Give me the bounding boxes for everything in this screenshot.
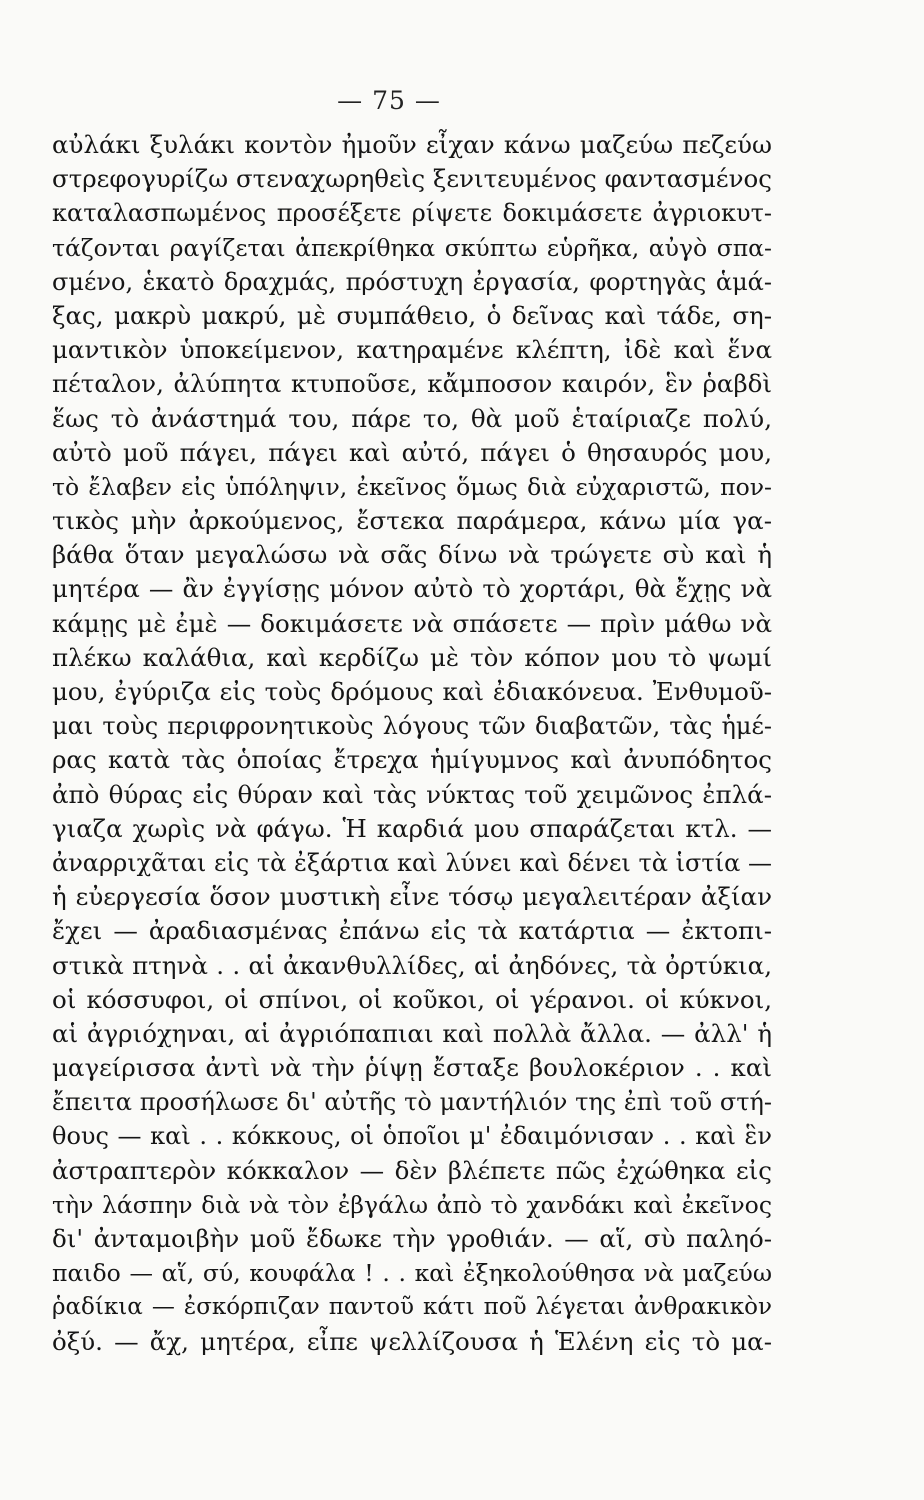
text-line: ρας κατὰ τὰς ὁποίας ἔτρεχα ἡμίγυμνος καὶ ἀνυπόδητος	[52, 745, 772, 775]
text-line: τάζονται ραγίζεται ἀπεκρίθηκα σκύπτω εὑρῆκα, αὐγὸ σπα-	[52, 233, 772, 262]
text-line: τὸ ἔλαβεν εἰς ὑπόληψιν, ἐκεῖνος ὅμως διὰ εὐχαριστῶ, πον-	[52, 472, 772, 501]
text-line: μου, ἐγύριζα εἰς τοὺς δρόμους καὶ ἐδιακόνευα. Ἐνθυμοῦ-	[52, 677, 772, 706]
text-line: παιδο — αἵ, σύ, κουφάλα ! . . καὶ ἐξηκολούθησα νὰ μαζεύω	[52, 1259, 772, 1288]
text-line: ξας, μακρὺ μακρύ, μὲ συμπάθειο, ὁ δεῖνας καὶ τάδε, ση-	[52, 300, 772, 330]
text-line: ἀναρριχᾶται εἰς τὰ ἐξάρτια καὶ λύνει καὶ δένει τὰ ἱστία —	[52, 848, 772, 877]
text-line: ὀξύ. — ἄχ, μητέρα, εἶπε ψελλίζουσα ἡ Ἑλένη εἰς τὸ μα-	[52, 1326, 772, 1356]
text-line: τὴν λάσπην διὰ νὰ τὸν ἐβγάλω ἀπὸ τὸ χανδάκι καὶ ἐκεῖνος	[52, 1190, 772, 1219]
text-line: βάθα ὅταν μεγαλώσω νὰ σᾶς δίνω νὰ τρώγετε σὺ καὶ ἡ	[52, 540, 772, 570]
text-line: μαγείρισσα ἀντὶ νὰ τὴν ῥίψῃ ἔσταξε βουλοκέριον . . καὶ	[52, 1053, 772, 1083]
text-line: θους — καὶ . . κόκκους, οἱ ὁποῖοι μ' ἐδαιμόνισαν . . καὶ ἓν	[52, 1122, 772, 1151]
text-line: ἔπειτα προσήλωσε δι' αὐτῆς τὸ μαντήλιόν της ἐπὶ τοῦ στή-	[52, 1088, 772, 1117]
text-line: οἱ κόσσυφοι, οἱ σπίνοι, οἱ κοῦκοι, οἱ γέρανοι. οἱ κύκνοι,	[52, 984, 772, 1014]
text-line: ἡ εὐεργεσία ὅσον μυστικὴ εἶνε τόσῳ μεγαλειτέραν ἀξίαν	[52, 882, 772, 912]
text-line: μαντικὸν ὑποκείμενον, κατηραμένε κλέπτη, ἰδὲ καὶ ἕνα	[52, 335, 772, 365]
text-line: τικὸς μὴν ἀρκούμενος, ἔστεκα παράμερα, κάνω μία γα-	[52, 506, 772, 536]
text-line: ῥαδίκια — ἐσκόρπιζαν παντοῦ κάτι ποῦ λέγεται ἀνθρακικὸν	[52, 1294, 772, 1321]
page-number: — 75 —	[337, 86, 441, 115]
text-line: καταλασπωμένος προσέξετε ρίψετε δοκιμάσετε ἀγριοκυτ-	[52, 199, 772, 228]
body-text	[52, 128, 772, 1359]
text-line: μητέρα — ἂν ἐγγίσῃς μόνον αὐτὸ τὸ χορτάρι, θὰ ἔχῃς νὰ	[52, 574, 772, 604]
text-line: στικὰ πτηνὰ . . αἱ ἀκανθυλλίδες, αἱ ἀηδόνες, τὰ ὀρτύκια,	[52, 950, 772, 980]
text-line: πλέκω καλάθια, καὶ κερδίζω μὲ τὸν κόπον μου τὸ ψωμί	[52, 642, 772, 672]
text-line: κάμῃς μὲ ἐμὲ — δοκιμάσετε νὰ σπάσετε — πρὶν μάθω νὰ	[52, 608, 772, 638]
text-line: ἔχει — ἀραδιασμένας ἐπάνω εἰς τὰ κατάρτια — ἐκτοπι-	[52, 916, 772, 946]
text-line: αἱ ἀγριόχηναι, αἱ ἀγριόπαπιαι καὶ πολλὰ ἄλλα. — ἀλλ' ἡ	[52, 1018, 772, 1048]
text-line: ἀπὸ θύρας εἰς θύραν καὶ τὰς νύκτας τοῦ χειμῶνος ἐπλά-	[52, 779, 772, 809]
text-line: αὐτὸ μοῦ πάγει, πάγει καὶ αὐτό, πάγει ὁ θησαυρός μου,	[52, 437, 772, 467]
text-line: γιαζα χωρὶς νὰ φάγω. Ἡ καρδιά μου σπαράζεται κτλ. —	[52, 813, 772, 843]
text-line: ἀστραπτερὸν κόκκαλον — δὲν βλέπετε πῶς ἐχώθηκα εἰς	[52, 1155, 772, 1185]
text-line: στρεφογυρίζω στεναχωρηθεὶς ξενιτευμένος φαντασμένος	[52, 164, 772, 194]
text-line: μαι τοὺς περιφρονητικοὺς λόγους τῶν διαβατῶν, τὰς ἡμέ-	[52, 712, 772, 741]
text-line: σμένο, ἑκατὸ δραχμάς, πρόστυχη ἐργασία, φορτηγὰς ἁμά-	[52, 267, 772, 296]
text-line: δι' ἀνταμοιβὴν μοῦ ἔδωκε τὴν γροθιάν. — αἵ, σὺ παληό-	[52, 1224, 772, 1253]
text-line: αὐλάκι ξυλάκι κοντὸν ἠμοῦν εἶχαν κάνω μαζεύω πεζεύω	[52, 130, 772, 159]
text-line: πέταλον, ἀλύπητα κτυποῦσε, κἄμποσον καιρόν, ἓν ῥαβδὶ	[52, 369, 772, 399]
text-line: ἕως τὸ ἀνάστημά του, πάρε το, θὰ μοῦ ἑταίριαζε πολύ,	[52, 403, 772, 433]
